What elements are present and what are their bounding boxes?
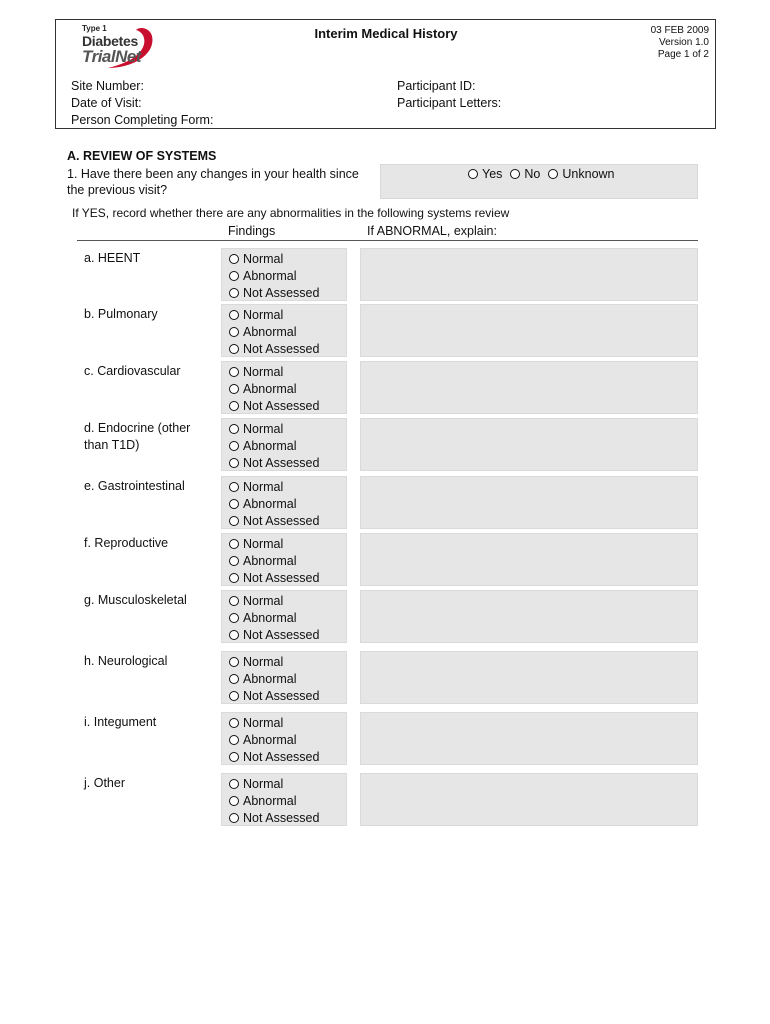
- system-label: b. Pulmonary: [84, 307, 158, 321]
- radio-icon[interactable]: [229, 718, 239, 728]
- findings-box: [221, 476, 347, 529]
- finding-option-label: Normal: [243, 777, 284, 791]
- radio-icon[interactable]: [229, 630, 239, 640]
- radio-icon[interactable]: [229, 271, 239, 281]
- finding-option[interactable]: [229, 398, 319, 415]
- radio-icon[interactable]: [229, 288, 239, 298]
- page-number: Page 1 of 2: [657, 49, 709, 60]
- finding-option[interactable]: [229, 715, 319, 732]
- finding-option-label: Not Assessed: [243, 688, 320, 703]
- finding-option-label: Abnormal: [243, 496, 297, 511]
- finding-option-label: Not Assessed: [243, 570, 320, 585]
- finding-option[interactable]: [229, 285, 319, 302]
- radio-icon[interactable]: [229, 657, 239, 667]
- date-of-visit-field[interactable]: Date of Visit:: [71, 96, 142, 110]
- header-fields-left: [71, 78, 213, 129]
- finding-option-label: Abnormal: [243, 671, 297, 686]
- explain-field[interactable]: [360, 773, 698, 826]
- explain-field[interactable]: [360, 712, 698, 765]
- finding-option-label: Not Assessed: [243, 398, 320, 413]
- radio-icon[interactable]: [229, 539, 239, 549]
- finding-option-label: Abnormal: [243, 610, 297, 625]
- finding-option[interactable]: [229, 307, 319, 324]
- document-version: Version 1.0: [658, 37, 709, 48]
- finding-option-label: Abnormal: [243, 324, 297, 339]
- system-label: a. HEENT: [84, 251, 141, 265]
- finding-option-label: Abnormal: [243, 381, 297, 396]
- radio-icon[interactable]: [229, 424, 239, 434]
- radio-icon[interactable]: [229, 752, 239, 762]
- finding-option-label: Abnormal: [243, 438, 297, 453]
- q1-option-label: Unknown: [562, 167, 615, 181]
- system-label: g. Musculoskeletal: [84, 593, 187, 607]
- findings-box: [221, 361, 347, 414]
- findings-box: [221, 590, 347, 643]
- finding-option[interactable]: [229, 593, 319, 610]
- findings-box: [221, 533, 347, 586]
- finding-option-label: Normal: [243, 537, 284, 551]
- system-label: h. Neurological: [84, 654, 168, 668]
- radio-icon[interactable]: [229, 573, 239, 583]
- explain-field[interactable]: [360, 651, 698, 704]
- finding-option[interactable]: [229, 688, 319, 705]
- header-fields-right: [397, 78, 501, 112]
- finding-option[interactable]: [229, 749, 319, 766]
- finding-option-label: Normal: [243, 655, 284, 669]
- finding-option[interactable]: [229, 421, 319, 438]
- form-header: [55, 19, 716, 129]
- finding-option[interactable]: [229, 671, 319, 688]
- radio-icon[interactable]: [548, 169, 558, 179]
- q1-option-yes[interactable]: [468, 167, 502, 181]
- finding-option-label: Normal: [243, 308, 284, 322]
- logo-diabetes-text: Diabetes: [82, 33, 138, 49]
- participant-id-field[interactable]: Participant ID:: [397, 79, 476, 93]
- finding-option[interactable]: [229, 810, 319, 827]
- radio-icon[interactable]: [229, 796, 239, 806]
- explain-field[interactable]: [360, 418, 698, 471]
- radio-icon[interactable]: [510, 169, 520, 179]
- radio-icon[interactable]: [229, 344, 239, 354]
- findings-box: [221, 304, 347, 357]
- systems-instruction: If YES, record whether there are any abnormalities in the following systems review: [72, 206, 510, 220]
- finding-option[interactable]: [229, 381, 319, 398]
- radio-icon[interactable]: [229, 458, 239, 468]
- radio-icon[interactable]: [229, 779, 239, 789]
- radio-icon[interactable]: [229, 310, 239, 320]
- explain-field[interactable]: [360, 248, 698, 301]
- radio-icon[interactable]: [229, 254, 239, 264]
- finding-option[interactable]: [229, 341, 319, 358]
- finding-option[interactable]: [229, 536, 319, 553]
- radio-icon[interactable]: [229, 499, 239, 509]
- q1-option-label: Yes: [482, 167, 503, 181]
- finding-option-label: Not Assessed: [243, 455, 320, 470]
- findings-column-header: Findings: [228, 224, 276, 238]
- trialnet-logo: [78, 24, 158, 70]
- finding-option-label: Not Assessed: [243, 341, 320, 356]
- findings-box: [221, 418, 347, 471]
- finding-option[interactable]: [229, 570, 319, 587]
- logo-trialnet-text: TrialNet: [82, 47, 141, 66]
- finding-option[interactable]: [229, 654, 319, 671]
- system-label: i. Integument: [84, 715, 157, 729]
- finding-option[interactable]: [229, 553, 319, 570]
- finding-option[interactable]: [229, 776, 319, 793]
- radio-icon[interactable]: [229, 691, 239, 701]
- finding-option[interactable]: [229, 438, 319, 455]
- finding-option[interactable]: [229, 251, 319, 268]
- system-label: e. Gastrointestinal: [84, 479, 185, 493]
- findings-box: [221, 651, 347, 704]
- radio-icon[interactable]: [229, 813, 239, 823]
- finding-option[interactable]: [229, 479, 319, 496]
- finding-option[interactable]: [229, 627, 319, 644]
- participant-letters-field[interactable]: Participant Letters:: [397, 96, 502, 110]
- radio-icon[interactable]: [229, 516, 239, 526]
- explain-field[interactable]: [360, 476, 698, 529]
- finding-option-label: Not Assessed: [243, 285, 320, 300]
- explain-field[interactable]: [360, 361, 698, 414]
- explain-column-header: If ABNORMAL, explain:: [367, 224, 497, 238]
- finding-option[interactable]: [229, 324, 319, 341]
- finding-option-label: Not Assessed: [243, 627, 320, 642]
- logo-type1-text: Type 1: [82, 24, 107, 33]
- finding-option-label: Normal: [243, 716, 284, 730]
- findings-box: [221, 773, 347, 826]
- radio-icon[interactable]: [229, 384, 239, 394]
- findings-box: [221, 248, 347, 301]
- finding-option-label: Abnormal: [243, 553, 297, 568]
- finding-option[interactable]: [229, 268, 319, 285]
- question-1-text: 1. Have there been any changes in your health since the previous visit?: [67, 167, 359, 197]
- radio-icon[interactable]: [229, 367, 239, 377]
- person-completing-field[interactable]: Person Completing Form:: [71, 113, 214, 127]
- system-label: j. Other: [84, 776, 125, 790]
- finding-option-label: Not Assessed: [243, 749, 320, 764]
- radio-icon[interactable]: [229, 401, 239, 411]
- radio-icon[interactable]: [229, 735, 239, 745]
- finding-option-label: Normal: [243, 252, 284, 266]
- finding-option[interactable]: [229, 496, 319, 513]
- finding-option-label: Normal: [243, 594, 284, 608]
- finding-option[interactable]: [229, 513, 319, 530]
- column-header-divider: [77, 240, 698, 241]
- radio-icon[interactable]: [229, 556, 239, 566]
- radio-icon[interactable]: [229, 674, 239, 684]
- explain-field[interactable]: [360, 533, 698, 586]
- finding-option[interactable]: [229, 732, 319, 749]
- question-1-answer-box: [380, 164, 698, 199]
- explain-field[interactable]: [360, 590, 698, 643]
- finding-option[interactable]: [229, 364, 319, 381]
- findings-box: [221, 712, 347, 765]
- system-label: f. Reproductive: [84, 536, 169, 550]
- finding-option-label: Abnormal: [243, 268, 297, 283]
- q1-option-no[interactable]: [510, 167, 540, 181]
- radio-icon[interactable]: [229, 596, 239, 606]
- finding-option[interactable]: [229, 610, 319, 627]
- finding-option-label: Normal: [243, 365, 284, 379]
- q1-option-label: No: [524, 167, 541, 181]
- explain-field[interactable]: [360, 304, 698, 357]
- document-date: 03 FEB 2009: [650, 25, 709, 36]
- finding-option[interactable]: [229, 455, 319, 472]
- finding-option-label: Normal: [243, 422, 284, 436]
- document-meta: [651, 25, 709, 61]
- radio-icon[interactable]: [229, 441, 239, 451]
- finding-option-label: Abnormal: [243, 793, 297, 808]
- section-a-title: A. REVIEW OF SYSTEMS: [67, 149, 217, 163]
- finding-option[interactable]: [229, 793, 319, 810]
- site-number-field[interactable]: Site Number:: [71, 79, 144, 93]
- system-label: d. Endocrine (other than T1D): [84, 421, 191, 452]
- finding-option-label: Not Assessed: [243, 513, 320, 528]
- q1-option-unknown[interactable]: [548, 167, 614, 181]
- page-title: Interim Medical History: [314, 26, 458, 41]
- system-label: c. Cardiovascular: [84, 364, 181, 378]
- radio-icon[interactable]: [468, 169, 478, 179]
- finding-option-label: Abnormal: [243, 732, 297, 747]
- radio-icon[interactable]: [229, 613, 239, 623]
- finding-option-label: Normal: [243, 480, 284, 494]
- radio-icon[interactable]: [229, 482, 239, 492]
- finding-option-label: Not Assessed: [243, 810, 320, 825]
- radio-icon[interactable]: [229, 327, 239, 337]
